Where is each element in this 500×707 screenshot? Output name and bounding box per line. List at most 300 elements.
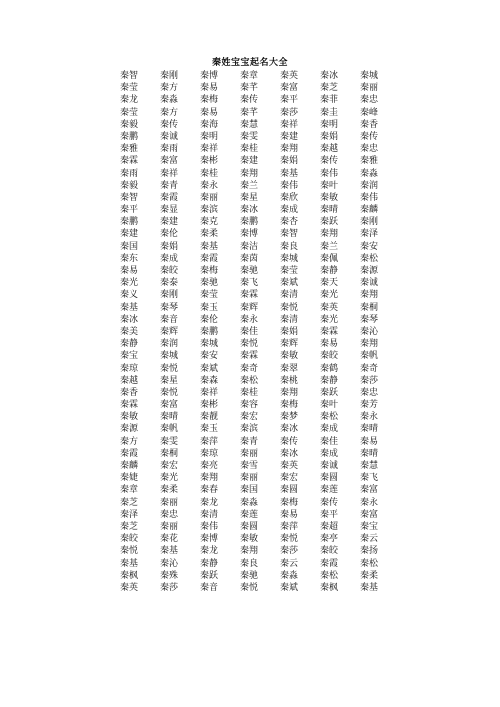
name-cell: 秦易 [320,339,339,350]
name-row [120,484,400,496]
name-cell: 秦霖 [240,290,259,301]
name-cell: 秦桂 [240,144,259,155]
name-cell: 秦刚 [360,217,379,228]
name-cell: 秦青 [160,180,179,191]
name-cell: 秦良 [280,241,299,252]
name-cell: 秦龙 [120,95,139,106]
name-cell: 秦光 [120,278,139,289]
name-cell: 秦佳 [240,326,259,337]
name-cell: 秦富 [360,485,379,496]
name-cell: 秦章 [240,71,259,81]
name-cell: 秦慧 [240,119,259,130]
name-cell: 秦伟 [320,168,339,179]
name-cell: 秦永 [360,497,379,508]
name-cell: 秦容 [240,400,259,411]
name-cell: 秦雅 [360,156,379,167]
name-cell: 秦毅 [120,180,139,191]
name-cell: 秦亮 [200,461,219,471]
name-cell: 秦章 [120,485,139,496]
name-cell: 秦帆 [360,351,379,362]
name-cell: 秦悦 [280,534,299,545]
name-cell: 秦静 [320,375,339,386]
name-row [120,363,400,375]
name-cell: 秦永 [360,412,379,423]
name-cell: 秦莲 [240,509,259,520]
name-cell: 秦莎 [280,546,299,557]
name-cell: 秦龙 [200,497,219,508]
name-cell: 秦润 [160,339,179,350]
name-cell: 秦清 [280,314,299,325]
name-cell: 秦霞 [160,192,179,203]
name-cell: 秦娟 [320,131,339,142]
name-cell: 秦翔 [240,168,259,179]
name-cell: 秦芊 [240,107,259,118]
name-cell: 秦伟 [280,180,299,191]
name-cell: 秦芝 [320,83,339,94]
name-cell: 秦雨 [120,168,139,179]
name-cell: 秦翔 [360,290,379,301]
name-cell: 秦芊 [240,83,259,94]
name-cell: 秦忠 [360,95,379,106]
name-cell: 秦基 [360,582,379,593]
name-cell: 秦莲 [320,485,339,496]
name-cell: 秦晴 [360,448,379,459]
name-cell: 秦淼 [240,497,259,508]
name-cell: 秦娟 [160,241,179,252]
name-cell: 秦淼 [160,95,179,106]
name-row [120,302,400,314]
name-row [120,460,400,472]
name-cell: 秦建 [160,217,179,228]
name-cell: 秦桂 [200,168,219,179]
name-cell: 秦枫 [120,570,139,581]
name-cell: 秦云 [280,558,299,569]
name-cell: 秦富 [280,83,299,94]
name-cell: 秦桂 [240,387,259,398]
name-cell: 秦英 [120,582,139,593]
name-cell: 秦音 [160,314,179,325]
name-cell: 秦刚 [160,71,179,81]
name-cell: 秦丽 [240,473,259,484]
name-row [120,423,400,435]
name-row [120,521,400,533]
name-cell: 秦辉 [160,326,179,337]
name-cell: 秦沁 [160,558,179,569]
name-cell: 秦雯 [240,131,259,142]
name-cell: 秦霞 [320,558,339,569]
name-cell: 秦海 [200,119,219,130]
name-cell: 秦平 [320,509,339,520]
name-cell: 秦帆 [160,424,179,435]
name-cell: 秦鹏 [120,217,139,228]
name-cell: 秦敏 [240,534,259,545]
name-cell: 秦安 [200,351,219,362]
name-cell: 秦悦 [120,546,139,557]
name-row [120,570,400,582]
name-row [120,375,400,387]
name-cell: 秦莎 [280,107,299,118]
name-cell: 秦叶 [320,180,339,191]
name-cell: 秦丽 [200,192,219,203]
name-cell: 秦泰 [160,278,179,289]
name-cell: 秦东 [120,253,139,264]
name-cell: 秦方 [120,436,139,447]
name-row [120,509,400,521]
name-cell: 秦莹 [200,290,219,301]
name-row [120,143,400,155]
name-cell: 秦玉 [200,302,219,313]
name-cell: 秦方 [160,83,179,94]
name-cell: 秦祥 [200,144,219,155]
name-cell: 秦敏 [320,192,339,203]
name-cell: 秦翔 [200,473,219,484]
name-cell: 秦霞 [200,253,219,264]
name-cell: 秦靓 [200,412,219,423]
name-row [120,216,400,228]
name-cell: 秦诚 [320,461,339,471]
name-cell: 秦易 [120,266,139,276]
name-row [120,265,400,277]
name-row [120,277,400,289]
name-cell: 秦冰 [280,424,299,435]
name-row [120,228,400,240]
name-cell: 秦雯 [160,436,179,447]
name-cell: 秦峰 [360,107,379,118]
name-cell: 秦泽 [120,509,139,520]
name-cell: 秦梅 [280,400,299,411]
name-cell: 秦越 [320,144,339,155]
name-cell: 秦越 [120,375,139,386]
name-cell: 秦圆 [280,485,299,496]
name-cell: 秦永 [240,314,259,325]
name-cell: 秦清 [200,509,219,520]
name-cell: 秦跃 [200,570,219,581]
name-cell: 秦宏 [160,461,179,471]
name-cell: 秦宝 [120,351,139,362]
name-cell: 秦圭 [320,107,339,118]
name-cell: 秦国 [120,241,139,252]
name-cell: 秦超 [320,521,339,532]
name-cell: 秦霖 [120,156,139,167]
name-row [120,204,400,216]
name-cell: 秦建 [120,229,139,240]
name-cell: 秦春 [200,485,219,496]
name-cell: 秦传 [320,156,339,167]
name-cell: 秦跃 [320,217,339,228]
name-cell: 秦宝 [360,521,379,532]
name-row [120,387,400,399]
name-cell: 秦皎 [320,351,339,362]
name-cell: 秦传 [240,95,259,106]
name-cell: 秦斌 [200,363,219,374]
name-row [120,82,400,94]
name-cell: 秦雅 [120,144,139,155]
name-row [120,497,400,509]
name-cell: 秦桃 [280,375,299,386]
name-cell: 秦亭 [320,534,339,545]
name-cell: 秦梦 [280,412,299,423]
name-cell: 秦雨 [160,144,179,155]
name-cell: 秦伟 [200,521,219,532]
name-cell: 秦智 [120,71,139,81]
name-cell: 秦佩 [320,253,339,264]
name-cell: 秦桐 [160,448,179,459]
name-cell: 秦扬 [360,546,379,557]
name-cell: 秦悦 [280,302,299,313]
name-cell: 秦城 [200,339,219,350]
name-cell: 秦桐 [360,302,379,313]
name-cell: 秦富 [160,400,179,411]
name-cell: 秦克 [200,217,219,228]
name-cell: 秦圆 [320,473,339,484]
name-cell: 秦斌 [280,582,299,593]
name-row [120,192,400,204]
name-cell: 秦杏 [280,217,299,228]
name-cell: 秦泽 [360,229,379,240]
name-cell: 秦传 [320,497,339,508]
name-cell: 秦冰 [280,448,299,459]
name-cell: 秦悦 [160,363,179,374]
name-cell: 秦青 [240,436,259,447]
name-cell: 秦枫 [320,582,339,593]
name-cell: 秦伟 [360,192,379,203]
name-cell: 秦翔 [360,339,379,350]
name-cell: 秦祥 [280,119,299,130]
name-cell: 秦晴 [360,424,379,435]
name-cell: 秦梅 [280,497,299,508]
name-cell: 秦欣 [280,192,299,203]
name-cell: 秦冰 [120,314,139,325]
name-cell: 秦麟 [360,205,379,216]
name-cell: 秦英 [320,302,339,313]
name-row [120,545,400,557]
name-cell: 秦成 [320,424,339,435]
name-cell: 秦鹏 [120,131,139,142]
name-cell: 秦传 [160,119,179,130]
name-cell: 秦永 [200,180,219,191]
name-cell: 秦丽 [360,83,379,94]
name-cell: 秦安 [360,241,379,252]
name-cell: 秦静 [120,339,139,350]
name-grid [120,70,400,594]
name-cell: 秦源 [120,424,139,435]
name-cell: 秦易 [200,107,219,118]
name-cell: 秦翔 [240,546,259,557]
name-cell: 秦皎 [320,546,339,557]
name-cell: 秦沁 [360,326,379,337]
name-cell: 秦静 [200,558,219,569]
name-cell: 秦跃 [320,387,339,398]
name-cell: 秦美 [120,326,139,337]
name-cell: 秦兰 [320,241,339,252]
name-row [120,582,400,594]
name-row [120,314,400,326]
name-row [120,180,400,192]
name-cell: 秦龙 [200,546,219,557]
name-cell: 秦悦 [240,339,259,350]
name-cell: 秦成 [320,448,339,459]
name-cell: 秦敏 [120,412,139,423]
name-cell: 秦霖 [240,351,259,362]
name-cell: 秦丽 [160,497,179,508]
name-cell: 秦梅 [200,95,219,106]
name-cell: 秦源 [360,266,379,276]
name-cell: 秦菲 [320,95,339,106]
name-cell: 秦智 [280,229,299,240]
name-row [120,399,400,411]
name-cell: 秦诚 [160,131,179,142]
name-cell: 秦莹 [120,83,139,94]
name-cell: 秦义 [120,290,139,301]
name-cell: 秦梅 [200,266,219,276]
name-cell: 秦易 [280,509,299,520]
name-cell: 秦莹 [280,266,299,276]
name-cell: 秦驰 [200,278,219,289]
name-row [120,289,400,301]
name-cell: 秦兰 [240,180,259,191]
name-cell: 秦城 [360,71,379,81]
name-cell: 秦悦 [160,387,179,398]
name-cell: 秦易 [200,83,219,94]
name-cell: 秦森 [200,375,219,386]
name-cell: 秦叶 [320,400,339,411]
name-cell: 秦显 [160,205,179,216]
name-cell: 秦传 [280,436,299,447]
name-cell: 秦悦 [240,582,259,593]
name-cell: 秦鹏 [240,217,259,228]
name-cell: 秦飞 [240,278,259,289]
name-cell: 秦清 [280,290,299,301]
name-cell: 秦国 [240,485,259,496]
name-cell: 秦润 [360,180,379,191]
name-cell: 秦博 [200,534,219,545]
name-row [120,119,400,131]
name-cell: 秦滨 [200,205,219,216]
name-cell: 秦莹 [120,107,139,118]
name-cell: 秦辉 [280,339,299,350]
name-cell: 秦云 [360,534,379,545]
name-cell: 秦柔 [200,229,219,240]
name-row [120,472,400,484]
name-row [120,241,400,253]
name-cell: 秦婕 [120,473,139,484]
name-cell: 秦慧 [360,461,379,471]
name-cell: 秦松 [320,570,339,581]
name-row [120,131,400,143]
name-cell: 秦芝 [120,497,139,508]
name-row [120,94,400,106]
name-cell: 秦博 [200,71,219,81]
name-cell: 秦毅 [120,119,139,130]
name-cell: 秦建 [280,131,299,142]
name-cell: 秦奇 [240,363,259,374]
name-cell: 秦萍 [200,436,219,447]
name-cell: 秦宏 [280,473,299,484]
name-cell: 秦平 [280,95,299,106]
name-cell: 秦琼 [120,363,139,374]
name-cell: 秦萍 [280,521,299,532]
name-row [120,350,400,362]
name-row [120,411,400,423]
name-cell: 秦淼 [280,570,299,581]
name-cell: 秦玉 [200,424,219,435]
name-cell: 秦忠 [360,144,379,155]
name-cell: 秦松 [320,412,339,423]
name-cell: 秦基 [120,302,139,313]
name-cell: 秦忠 [360,387,379,398]
name-row [120,448,400,460]
name-row [120,436,400,448]
name-cell: 秦皎 [120,534,139,545]
name-cell: 秦斌 [280,278,299,289]
name-cell: 秦基 [120,558,139,569]
name-cell: 秦富 [360,509,379,520]
name-cell: 秦翔 [280,387,299,398]
name-cell: 秦鹤 [320,363,339,374]
name-cell: 秦柔 [160,485,179,496]
name-cell: 秦方 [160,107,179,118]
name-cell: 秦殊 [160,570,179,581]
name-cell: 秦宏 [240,412,259,423]
name-cell: 秦英 [280,71,299,81]
name-cell: 秦霞 [120,448,139,459]
name-cell: 秦淼 [360,168,379,179]
name-cell: 秦诚 [360,278,379,289]
name-cell: 秦奇 [360,363,379,374]
page-title: 秦姓宝宝起名大全 [211,58,288,68]
name-cell: 秦光 [160,473,179,484]
name-cell: 秦香 [360,119,379,130]
name-row [120,326,400,338]
name-cell: 秦良 [240,558,259,569]
name-cell: 秦翔 [280,144,299,155]
name-cell: 秦驰 [240,266,259,276]
name-cell: 秦冰 [320,71,339,81]
name-cell: 秦晴 [320,205,339,216]
name-cell: 秦祥 [160,168,179,179]
name-cell: 秦成 [280,205,299,216]
name-cell: 秦香 [120,387,139,398]
name-cell: 秦晴 [160,412,179,423]
name-cell: 秦建 [240,156,259,167]
name-cell: 秦星 [160,375,179,386]
name-cell: 秦翠 [280,363,299,374]
name-cell: 秦娟 [280,156,299,167]
name-cell: 秦洁 [240,241,259,252]
name-cell: 秦驰 [240,570,259,581]
name-cell: 秦飞 [360,473,379,484]
name-cell: 秦皎 [160,266,179,276]
name-cell: 秦城 [280,253,299,264]
name-cell: 秦柔 [360,570,379,581]
name-cell: 秦滨 [240,424,259,435]
name-cell: 秦基 [280,168,299,179]
name-cell: 秦光 [320,290,339,301]
name-cell: 秦丽 [240,448,259,459]
name-cell: 秦富 [160,156,179,167]
name-cell: 秦光 [320,314,339,325]
name-cell: 秦麟 [120,461,139,471]
name-cell: 秦辉 [240,302,259,313]
name-cell: 秦祥 [200,387,219,398]
name-cell: 秦星 [240,192,259,203]
name-row [120,533,400,545]
name-cell: 秦莎 [360,375,379,386]
name-cell: 秦明 [200,131,219,142]
name-cell: 秦英 [280,461,299,471]
name-cell: 秦基 [160,546,179,557]
name-row [120,107,400,119]
